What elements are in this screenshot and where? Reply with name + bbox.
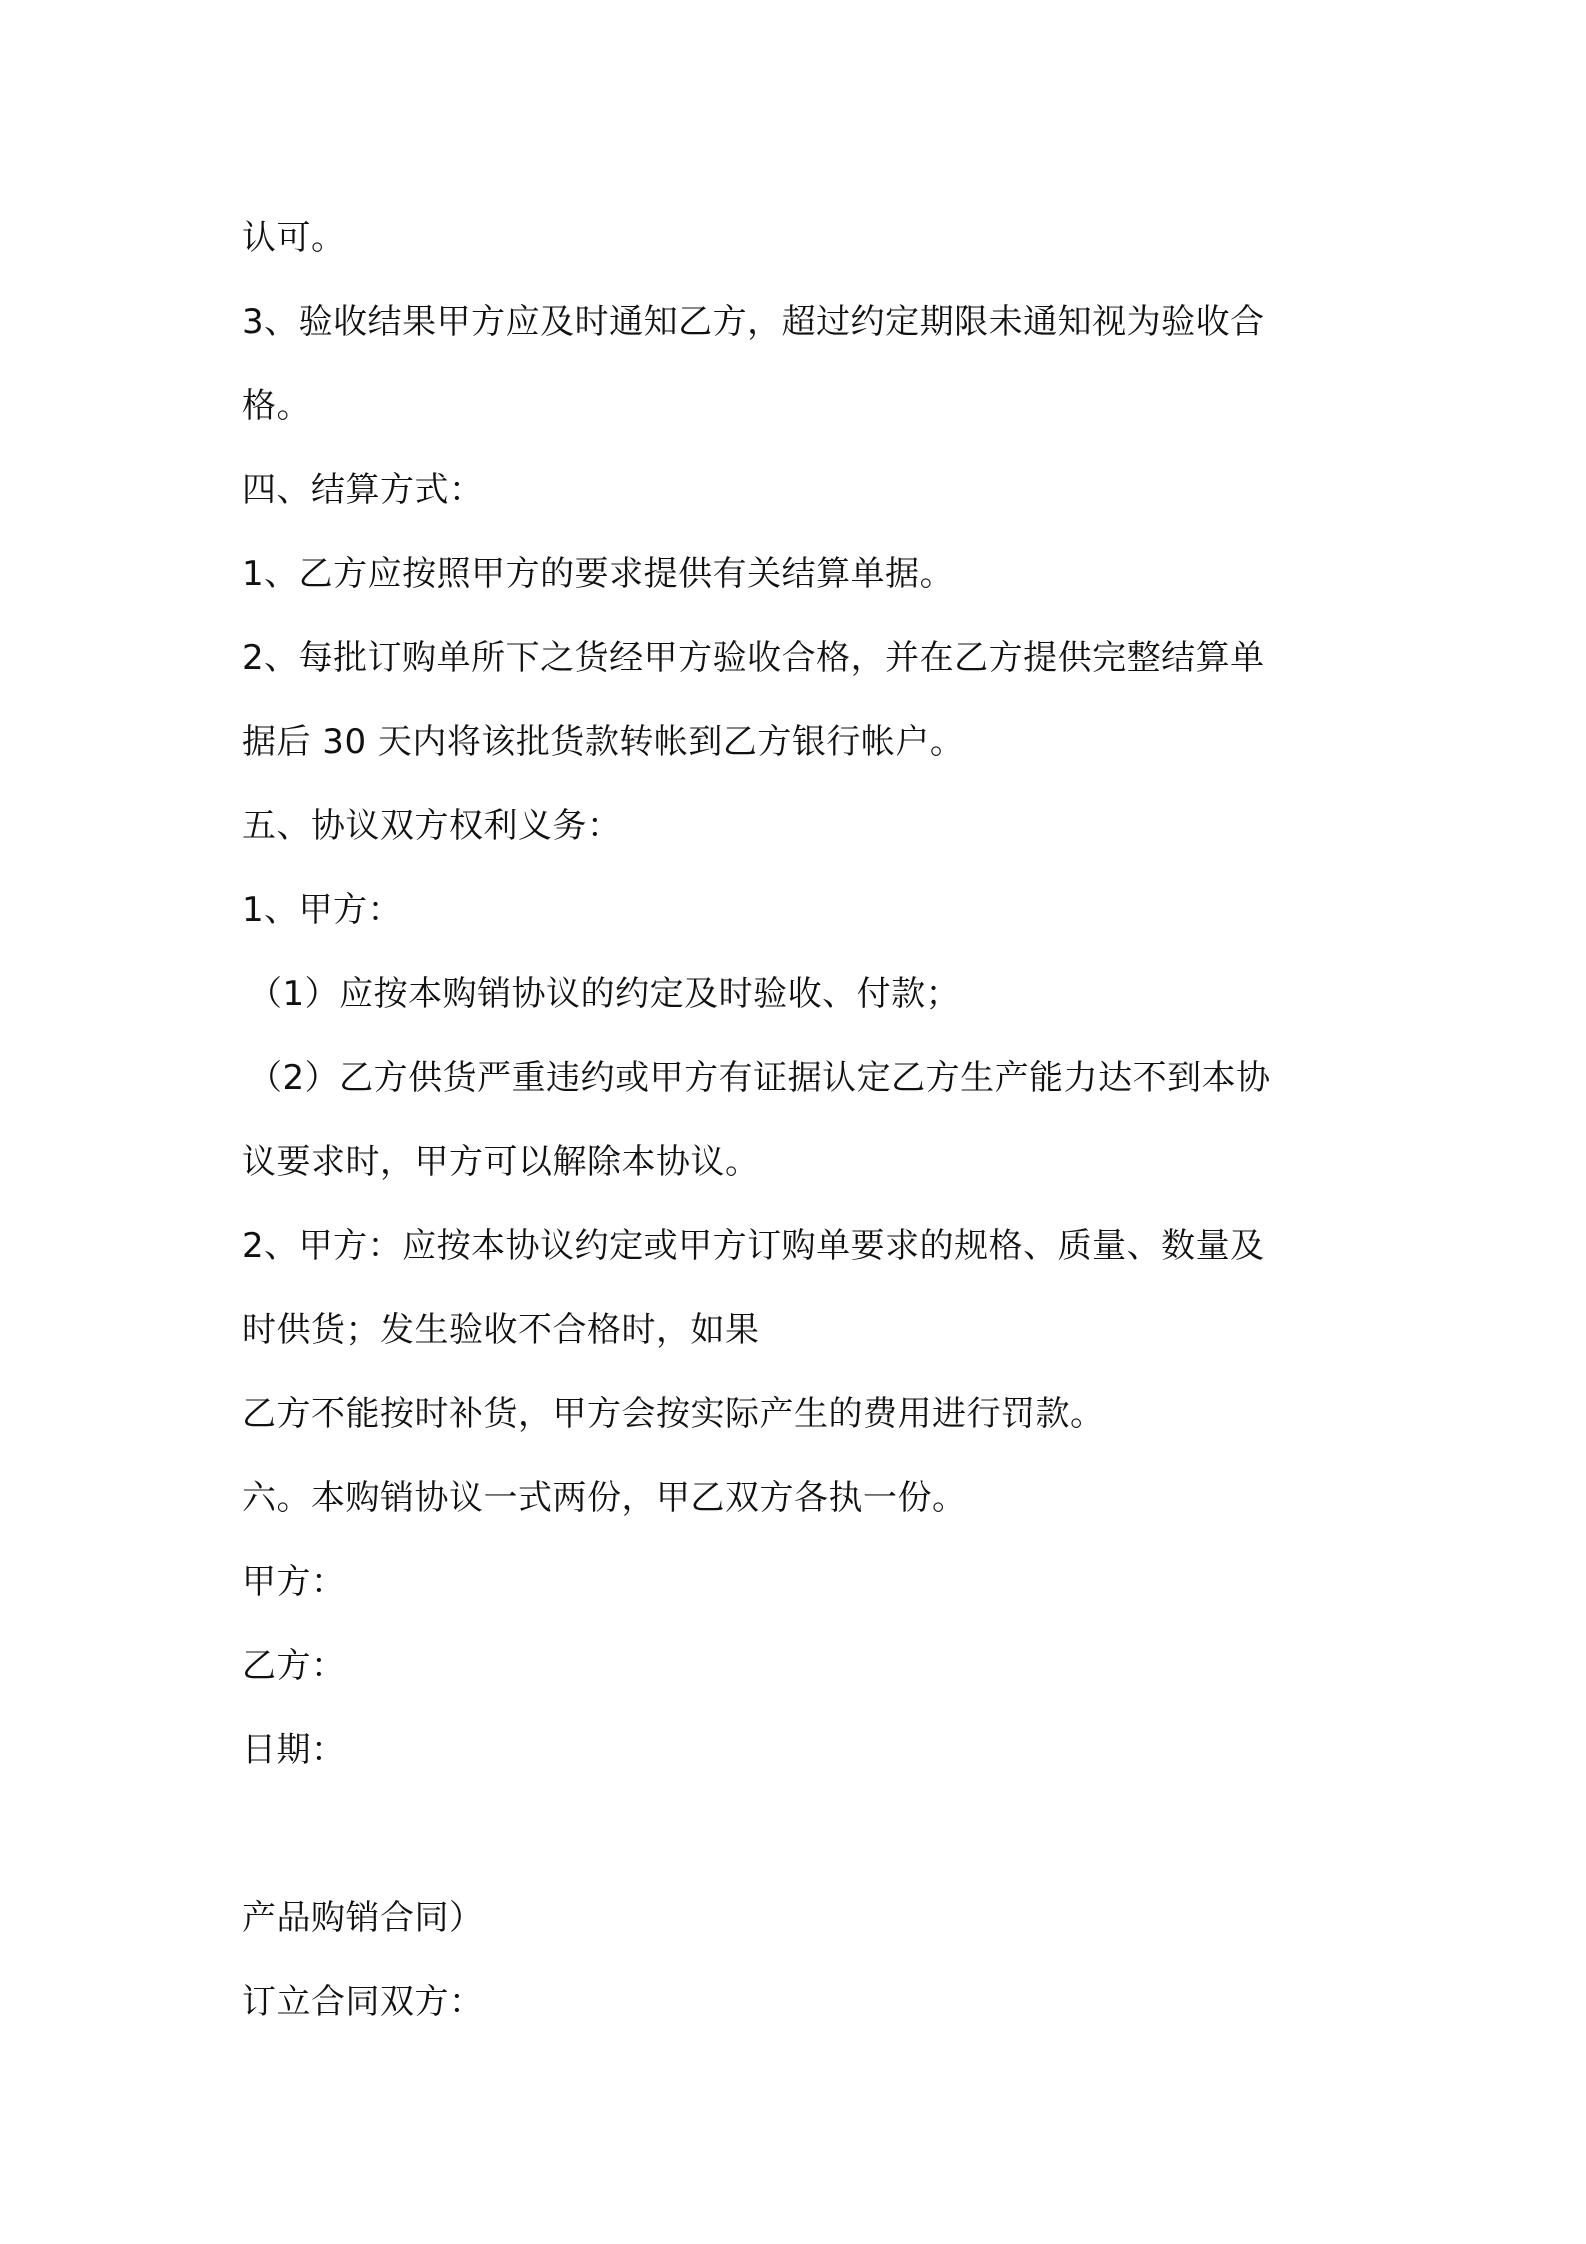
section-heading: 六。本购销协议一式两份，甲乙双方各执一份。	[242, 1478, 967, 1518]
spacer	[242, 1792, 1362, 1876]
contract-parties-label: 订立合同双方：	[242, 1982, 484, 2022]
section-heading: 五、协议双方权利义务：	[242, 806, 622, 846]
text-line: （2）乙方供货严重违约或甲方有证据认定乙方生产能力达不到本协	[248, 1058, 1271, 1098]
signature-date: 日期：	[242, 1730, 346, 1770]
signature-party-b: 乙方：	[242, 1646, 346, 1686]
contract-title: 产品购销合同）	[242, 1898, 484, 1938]
section-heading: 四、结算方式：	[242, 470, 484, 510]
text-line: 格。	[242, 386, 311, 426]
text-line: 乙方不能按时补货，甲方会按实际产生的费用进行罚款。	[242, 1394, 1105, 1434]
text-line: 1、甲方：	[242, 890, 403, 930]
text-line: 时供货；发生验收不合格时，如果	[242, 1310, 760, 1350]
text-line: 据后 30 天内将该批货款转帐到乙方银行帐户。	[242, 722, 965, 762]
text-line: 2、每批订购单所下之货经甲方验收合格，并在乙方提供完整结算单	[242, 638, 1265, 678]
text-line: 1、乙方应按照甲方的要求提供有关结算单据。	[242, 554, 955, 594]
signature-party-a: 甲方：	[242, 1562, 346, 1602]
text-line: 认可。	[242, 218, 346, 258]
text-line: 2、甲方：应按本协议约定或甲方订购单要求的规格、质量、数量及	[242, 1226, 1265, 1266]
text-line: 3、验收结果甲方应及时通知乙方，超过约定期限未通知视为验收合	[242, 302, 1265, 342]
text-line: （1）应按本购销协议的约定及时验收、付款；	[248, 974, 961, 1014]
text-line: 议要求时，甲方可以解除本协议。	[242, 1142, 760, 1182]
document-body	[242, 196, 1362, 2044]
